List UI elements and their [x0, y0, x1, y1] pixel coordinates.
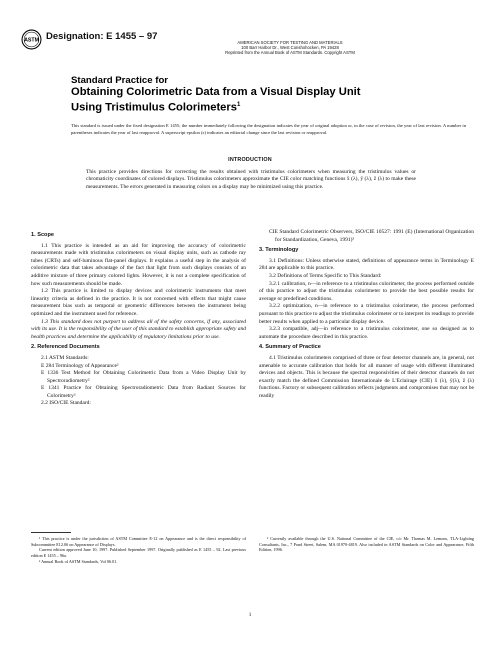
- introduction-text: This practice provides directions for correcting the results obtained with tristimulus colorimeters when measuring the tristimulus values or chromaticity coordinates of colored displays. Tristimulus colorimeters approximate the CIE color matching functions x̄ (λ), ȳ (λ), z̄ (λ) to make these measurements. The errors generated in measuring colors on a display may be minimized using this practice.: [86, 169, 416, 190]
- page-number: 1: [248, 612, 252, 618]
- section-heading-terminology: 3. Terminology: [259, 247, 299, 254]
- paragraph-3-2-1: 3.2.1 calibration, n—in reference to a tristimulus colorimeter, the process performed outside of this practice to adjust the tristimulus colorimeter to provide the best possible results for average or predefined conditions.: [259, 280, 474, 302]
- paragraph-3-2: 3.2 Definitions of Terms Specific to This Standard:: [269, 272, 382, 279]
- paragraph-1-1: 1.1 This practice is intended as an aid for improving the accuracy of colorimetric measurements made with tristimulus colorimeters on visual display units, such as cathode ray tubes (CRTs) and self-luminous flat-panel displays. It explains a useful step in the analysis of colorimetric data that takes advantage of the fact that light from such displays consists of an additive mixture of three primary colored lights. However, it is not a complete specification of how such measurements should be made.: [31, 242, 246, 287]
- title-footnote-mark: 1: [236, 101, 241, 108]
- reference-e1341: E 1341 Practice for Obtaining Spectroradiometric Data from Radiant Sources for Colorimetry²: [41, 385, 246, 399]
- astm-logo-icon: [21, 29, 42, 50]
- issue-note: This standard is issued under the fixed designation E 1455; the number immediately following the designation indicates the year of original adoption or, in the case of revision, the year of last revision. A number in parentheses indicates the year of last reapproval. A superscript epsilon (ε) indicates an editorial change since the last revision or reapproval.: [71, 123, 466, 135]
- footnote: ¹ This practice is under the jurisdiction of ASTM Committee E-12 on Appearance and is the direct responsibility of Subcommittee E12.06 on Appearance of Displays.: [31, 536, 246, 547]
- title-line-3: Using Tristimulus Colorimeters$^1$: [71, 101, 241, 114]
- paragraph-2-2: 2.2 ISO/CIE Standard:: [41, 400, 91, 407]
- left-column: [31, 229, 246, 408]
- section-heading-referenced-documents: 2. Referenced Documents: [31, 344, 100, 351]
- footnotes-left: [31, 528, 246, 565]
- paragraph-3-1: 3.1 Definitions: Unless otherwise stated, definitions of appearance terms in Terminology E 284 are applicable to this practice.: [259, 257, 474, 272]
- reference-e1336: E 1336 Test Method for Obtaining Colorimetric Data from a Video Display Unit by Spectroradiometry²: [41, 370, 246, 384]
- paragraph-4-1: 4.1 Tristimulus colorimeters comprised of three or four detector channels are, in general, not amenable to accurate calibration that holds for all manner of usage with different illuminated devices and objects. This is because the spectral responsivities of their detector channels do not exactly match the defined Commission Internationale de L'Eclairage (CIE) x̄ (λ), ȳ(λ), z̄ (λ) functions. Factory or subsequent calibration reflects judgments and compromises that may not be readily: [259, 354, 474, 399]
- footnotes-right: [259, 528, 474, 553]
- document-title: [71, 75, 360, 114]
- reference-e284: E 284 Terminology of Appearance²: [41, 362, 119, 369]
- paragraph-1-3: 1.3 This standard does not purport to address all of the safety concerns, if any, associated with its use. It is the responsibility of the user of this standard to establish appropriate safety and health practices and determine the applicability of regulatory limitations prior to use.: [31, 318, 246, 340]
- right-column: [259, 229, 474, 400]
- introduction-heading: INTRODUCTION: [228, 157, 272, 163]
- publisher-line: AMERICAN SOCIETY FOR TESTING AND MATERIALS: [237, 40, 343, 45]
- paragraph-2-1: 2.1 ASTM Standards:: [41, 354, 89, 361]
- footnote: Current edition approved June 10, 1997. Published September 1997. Originally published as E 1455 – 92. Last previous edition E 1455 – 96a.: [31, 547, 246, 559]
- publisher-line: 100 Barr Harbor Dr., West Conshohocken, PA 19428: [241, 45, 339, 51]
- footnote: ² Annual Book of ASTM Standards, Vol 06.01.: [39, 558, 118, 564]
- publisher-line: Reprinted from the Annual Book of ASTM Standards. Copyright ASTM: [225, 50, 355, 56]
- footnote-divider: [31, 532, 71, 533]
- reference-cie: CIE Standard Colorimetric Observers, ISO/CIE 10527: 1991 (E) (International Organization for Standardization, Geneva, 1991)³: [269, 229, 474, 243]
- designation: Designation: E 1455 – 97: [46, 31, 158, 42]
- paragraph-1-2: 1.2 This practice is limited to display devices and colorimetric instruments that meet linearity criteria as defined in the practice. It is not concerned with effects that might cause measurement bias such as temporal or geometric differences between the instrument being optimized and the instrument used for reference.: [31, 288, 246, 317]
- section-heading-summary: 4. Summary of Practice: [259, 344, 321, 351]
- paragraph-3-2-3: 3.2.3 compatible, adj—in reference to a tristimulus colorimeter, one so designed as to automate the procedure described in this practice.: [259, 326, 474, 340]
- footnote: ³ Currently available through the U.S. National Committee of the CIE, c/o Mr. Thomas M. Lemons, TLA-Lighting Consultants, Inc., 7 Pond Street, Salem, MA 01970-4819. Also included in ASTM Standards on Color and Appearance, Fifth Edition, 1996.: [259, 536, 474, 553]
- title-line-2: Obtaining Colorimetric Data from a Visual Display Unit: [71, 86, 361, 98]
- title-line-1: Standard Practice for: [71, 75, 169, 86]
- svg-text:ASTM: ASTM: [24, 37, 39, 44]
- paragraph-3-2-2: 3.2.2 optimization, n—in reference to a tristimulus colorimeter, the process performed pursuant to this practice to adjust the tristimulus colorimeter or to interpret its readings to provide better results when applied to a particular display device.: [259, 303, 474, 325]
- publisher-block: [180, 40, 400, 56]
- section-heading-scope: 1. Scope: [31, 232, 55, 238]
